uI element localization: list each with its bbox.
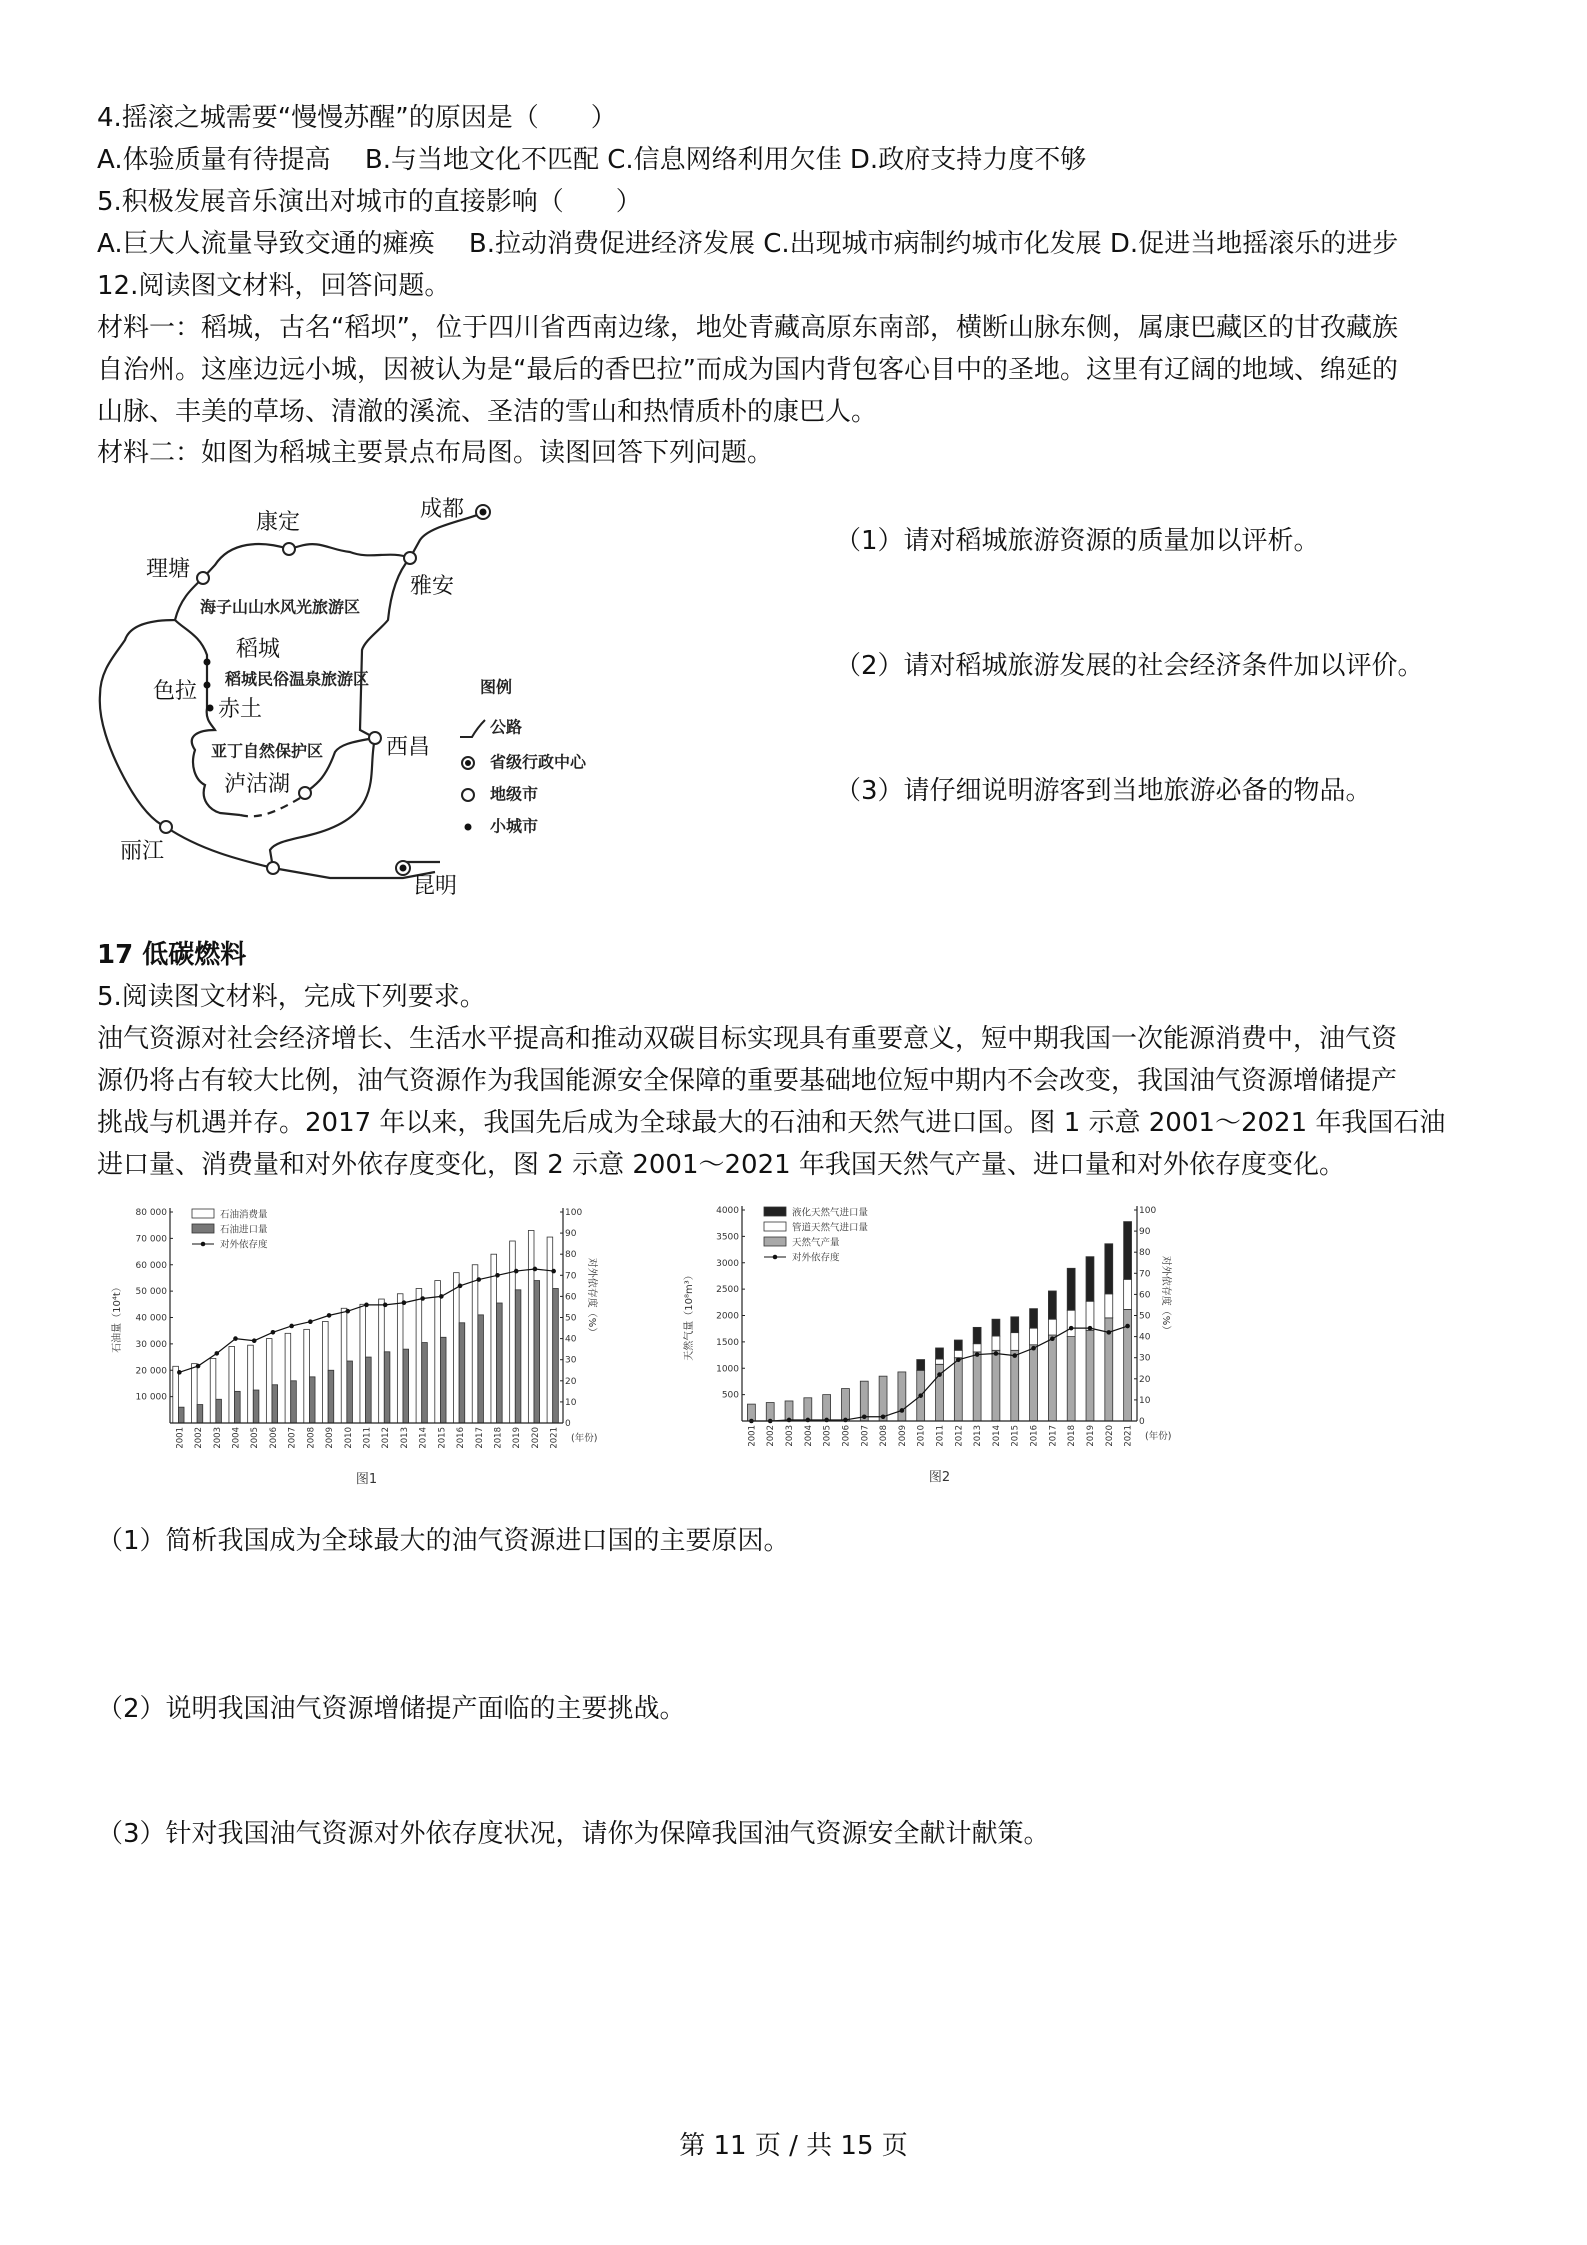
legend-road: 公路 — [490, 717, 523, 737]
small-city-marker — [204, 682, 211, 689]
prefecture-legend-icon — [462, 789, 474, 801]
bar — [954, 1340, 962, 1350]
chart-title: 图1 — [355, 1472, 378, 1487]
x-tick-label: 2001 — [747, 1425, 758, 1447]
material2: 材料二：如图为稻城主要景点布局图。读图回答下列问题。 — [97, 438, 774, 468]
bar — [1048, 1335, 1056, 1421]
legend-swatch — [764, 1207, 786, 1216]
dependence-point — [956, 1358, 961, 1363]
bar — [397, 1294, 403, 1423]
legend-label: 液化天然气进口量 — [792, 1207, 869, 1219]
city-label-lijiang: 丽江 — [119, 839, 165, 864]
y2-tick-label: 50 — [1139, 1311, 1151, 1322]
city-label-chengdu: 成都 — [419, 497, 465, 522]
bar — [178, 1407, 184, 1423]
y-tick-label: 3000 — [716, 1258, 739, 1269]
bar — [272, 1385, 278, 1423]
legend-label: 石油进口量 — [220, 1224, 268, 1236]
q12-question-3: （3）请仔细说明游客到当地旅游必备的物品。 — [835, 776, 1372, 806]
bar — [478, 1315, 484, 1423]
small-city-legend-icon — [465, 824, 472, 831]
dependence-point — [881, 1414, 886, 1419]
y-tick-label: 20 000 — [135, 1366, 167, 1377]
x-tick-label: 2006 — [841, 1425, 852, 1447]
bar — [1011, 1317, 1019, 1333]
y-tick-label: 1500 — [716, 1337, 739, 1348]
bar — [1030, 1328, 1038, 1345]
bar — [766, 1403, 774, 1421]
section-stem: 5.阅读图文材料，完成下列要求。 — [97, 982, 486, 1012]
bar — [1067, 1310, 1075, 1336]
bar — [1011, 1350, 1019, 1421]
city-label-yaan: 雅安 — [409, 574, 455, 599]
x-tick-label: 2002 — [194, 1427, 205, 1449]
daocheng-map — [90, 480, 670, 910]
bar — [384, 1352, 390, 1423]
area-label-minsu: 稻城民俗温泉旅游区 — [224, 669, 370, 689]
chart-title: 图2 — [928, 1470, 951, 1485]
dependence-point — [214, 1351, 219, 1356]
x-tick-label: 2012 — [381, 1427, 392, 1449]
s17-question-1: （1）简析我国成为全球最大的油气资源进口国的主要原因。 — [97, 1526, 790, 1556]
x-tick-label: 2014 — [991, 1425, 1002, 1447]
dependence-point — [937, 1372, 942, 1377]
bar — [898, 1372, 906, 1421]
x-tick-label: 2003 — [785, 1425, 796, 1447]
city-label-xichang: 西昌 — [385, 735, 431, 760]
bar — [936, 1359, 944, 1364]
legend-label: 对外依存度 — [220, 1239, 268, 1251]
prefecture-city-marker — [404, 552, 416, 564]
q12-question-2: （2）请对稻城旅游发展的社会经济条件加以评价。 — [835, 651, 1424, 681]
city-label-daocheng: 稻城 — [235, 637, 281, 662]
y2-tick-label: 60 — [1139, 1290, 1151, 1301]
y2-tick-label: 100 — [565, 1208, 583, 1218]
x-tick-label: 2021 — [549, 1427, 560, 1449]
dependence-point — [918, 1393, 923, 1398]
bar — [435, 1281, 441, 1423]
dependence-point — [177, 1370, 182, 1375]
x-tick-label: 2019 — [1085, 1425, 1096, 1447]
road-legend-icon — [460, 720, 485, 737]
legend-point-icon — [201, 1242, 206, 1247]
dependence-point — [551, 1269, 556, 1274]
bar — [510, 1241, 516, 1423]
bar — [229, 1347, 235, 1423]
city-label-sela: 色拉 — [152, 679, 198, 704]
legend-label: 对外依存度 — [792, 1252, 840, 1264]
bar — [416, 1288, 422, 1423]
dependence-point — [420, 1296, 425, 1301]
bar — [360, 1304, 366, 1423]
paragraph-line: 进口量、消费量和对外依存度变化，图 2 示意 2001～2021 年我国天然气产量、进口量和对外依存度变化。 — [97, 1150, 1345, 1180]
legend-swatch — [192, 1209, 214, 1218]
x-tick-label: 2012 — [954, 1425, 965, 1447]
dependence-point — [1012, 1353, 1017, 1358]
y2-tick-label: 0 — [565, 1419, 571, 1429]
paragraph-line: 源仍将占有较大比例，油气资源作为我国能源安全保障的重要基础地位短中期内不会改变，我国油气资源增储提产 — [97, 1066, 1398, 1096]
x-tick-label: 2011 — [362, 1427, 373, 1449]
bar — [173, 1366, 179, 1423]
bar — [403, 1349, 409, 1423]
q12-question-1: （1）请对稻城旅游资源的质量加以评析。 — [835, 526, 1320, 556]
bar — [1030, 1345, 1038, 1421]
x-tick-label: 2014 — [418, 1427, 429, 1449]
legend-label: 天然气产量 — [792, 1237, 840, 1249]
bar — [804, 1398, 812, 1421]
legend-label: 石油消费量 — [220, 1209, 268, 1221]
x-tick-label: 2005 — [822, 1425, 833, 1447]
area-label-haizishan: 海子山山水风光旅游区 — [199, 597, 361, 617]
bar — [515, 1290, 521, 1423]
dependence-point — [458, 1284, 463, 1289]
prefecture-city-marker — [299, 787, 311, 799]
y-tick-label: 40 000 — [135, 1313, 167, 1324]
y2-tick-label: 20 — [565, 1376, 577, 1387]
oil-chart — [100, 1200, 660, 1500]
bar — [197, 1405, 203, 1423]
city-label-kangding: 康定 — [255, 510, 301, 535]
x-axis-label: (年份) — [571, 1433, 598, 1444]
dependence-point — [345, 1309, 350, 1314]
y2-tick-label: 40 — [565, 1334, 577, 1345]
x-tick-label: 2016 — [456, 1427, 467, 1449]
x-tick-label: 2013 — [399, 1427, 410, 1449]
dependence-point — [1031, 1346, 1036, 1351]
bar — [553, 1288, 559, 1423]
map-legend — [460, 678, 587, 836]
bar — [248, 1345, 254, 1423]
y2-tick-label: 10 — [565, 1397, 577, 1408]
x-tick-label: 2007 — [860, 1425, 871, 1447]
dependence-point — [994, 1351, 999, 1356]
x-tick-label: 2016 — [1029, 1425, 1040, 1447]
dependence-point — [271, 1330, 276, 1335]
dependence-point — [364, 1303, 369, 1308]
bar — [1048, 1319, 1056, 1335]
bar — [379, 1299, 385, 1423]
bar — [534, 1281, 540, 1423]
bar — [1105, 1244, 1113, 1294]
y-tick-label: 2000 — [716, 1311, 739, 1322]
x-tick-label: 2009 — [897, 1425, 908, 1447]
y2-tick-label: 20 — [1139, 1374, 1151, 1385]
bar — [879, 1376, 887, 1421]
dependence-point — [196, 1364, 201, 1369]
paragraph-line: 油气资源对社会经济增长、生活水平提高和推动双碳目标实现具有重要意义，短中期我国一次能源消费中，油气资 — [97, 1024, 1398, 1054]
dependence-point — [1106, 1330, 1111, 1335]
bar — [328, 1370, 334, 1423]
y2-tick-label: 30 — [1139, 1353, 1151, 1364]
q4-options: A.体验质量有待提高 B.与当地文化不匹配 C.信息网络利用欠佳 D.政府支持力度不够 — [97, 145, 1087, 175]
x-tick-label: 2004 — [231, 1427, 242, 1449]
bar — [309, 1377, 315, 1423]
dependence-point — [1088, 1326, 1093, 1331]
bar — [1067, 1268, 1075, 1310]
bar — [491, 1254, 497, 1423]
prefecture-city-marker — [369, 732, 381, 744]
y-axis-label: 天然气量（10⁸m³） — [684, 1270, 695, 1361]
bar — [347, 1361, 353, 1423]
y-tick-label: 500 — [721, 1390, 739, 1401]
provincial-center-marker — [480, 509, 487, 516]
y-tick-label: 10 000 — [135, 1392, 167, 1403]
y-tick-label: 30 000 — [135, 1339, 167, 1350]
y2-tick-label: 30 — [565, 1355, 577, 1366]
y-tick-label: 4000 — [716, 1206, 739, 1216]
city-label-luguhu: 泸沽湖 — [223, 772, 291, 797]
x-tick-label: 2011 — [935, 1425, 946, 1447]
x-tick-label: 2006 — [268, 1427, 279, 1449]
bar — [954, 1358, 962, 1421]
x-tick-label: 2019 — [512, 1427, 523, 1449]
small-city-marker — [207, 705, 214, 712]
x-tick-label: 2017 — [1048, 1425, 1059, 1447]
bar — [366, 1357, 372, 1423]
q12-stem: 12.阅读图文材料，回答问题。 — [97, 271, 451, 301]
q4-stem: 4.摇滚之城需要“慢慢苏醒”的原因是（ ） — [97, 103, 617, 133]
x-tick-label: 2010 — [343, 1427, 354, 1449]
bar — [472, 1265, 478, 1423]
dependence-point — [1069, 1326, 1074, 1331]
s17-question-2: （2）说明我国油气资源增储提产面临的主要挑战。 — [97, 1694, 686, 1724]
y-tick-label: 2500 — [716, 1285, 739, 1296]
bar — [973, 1344, 981, 1352]
s17-question-3: （3）针对我国油气资源对外依存度状况，请你为保障我国油气资源安全献计献策。 — [97, 1819, 1050, 1849]
x-tick-label: 2008 — [879, 1425, 890, 1447]
bar — [842, 1389, 850, 1421]
x-tick-label: 2008 — [306, 1427, 317, 1449]
y2-tick-label: 90 — [565, 1229, 577, 1240]
dependence-point — [233, 1336, 238, 1341]
bar — [235, 1391, 241, 1423]
q5-options: A.巨大人流量导致交通的瘫痪 B.拉动消费促进经济发展 C.出现城市病制约城市化发展 D.促进当地摇滚乐的进步 — [97, 229, 1399, 259]
bar — [422, 1343, 428, 1423]
legend-label: 管道天然气进口量 — [792, 1222, 869, 1234]
bar — [216, 1399, 222, 1423]
y2-tick-label: 90 — [1139, 1227, 1151, 1238]
y2-tick-label: 10 — [1139, 1395, 1151, 1406]
dependence-point — [289, 1324, 294, 1329]
bar — [747, 1404, 755, 1421]
y-axis-label: 石油量（10⁴t） — [112, 1282, 123, 1353]
legend-title: 图例 — [480, 677, 513, 697]
x-tick-label: 2002 — [766, 1425, 777, 1447]
dependence-point — [252, 1338, 257, 1343]
x-axis-label: (年份) — [1145, 1431, 1172, 1442]
provincial-center-marker — [400, 865, 407, 872]
y2-tick-label: 40 — [1139, 1332, 1151, 1343]
y2-tick-label: 70 — [565, 1271, 577, 1282]
y2-tick-label: 100 — [1139, 1206, 1157, 1216]
bar — [266, 1339, 272, 1423]
x-tick-label: 2018 — [493, 1427, 504, 1449]
bar — [528, 1230, 534, 1423]
x-tick-label: 2013 — [973, 1425, 984, 1447]
dependence-point — [327, 1313, 332, 1318]
small-city-marker — [204, 659, 211, 666]
legend-small: 小城市 — [490, 816, 539, 836]
material1-line: 山脉、丰美的草场、清澈的溪流、圣洁的雪山和热情质朴的康巴人。 — [97, 397, 878, 427]
prefecture-city-marker — [197, 572, 209, 584]
bar — [1048, 1291, 1056, 1319]
dependence-point — [1050, 1336, 1055, 1341]
page-footer: 第 11 页 / 共 15 页 — [679, 2131, 908, 2161]
bar — [973, 1327, 981, 1343]
bar — [341, 1308, 347, 1423]
gas-chart — [684, 1200, 1250, 1500]
legend-provincial: 省级行政中心 — [490, 752, 587, 772]
area-label-yading: 亚丁自然保护区 — [210, 741, 324, 761]
y2-axis-label: 对外依存度（%） — [1160, 1255, 1171, 1336]
x-tick-label: 2004 — [803, 1425, 814, 1447]
bar — [1086, 1257, 1094, 1302]
y2-tick-label: 60 — [565, 1292, 577, 1303]
y-tick-label: 3500 — [716, 1232, 739, 1243]
dependence-point — [514, 1269, 519, 1274]
city-label-chitu: 赤土 — [217, 697, 263, 722]
legend-prefecture: 地级市 — [490, 784, 539, 804]
q5-stem: 5.积极发展音乐演出对城市的直接影响（ ） — [97, 187, 642, 217]
bar — [547, 1237, 553, 1423]
bar — [1105, 1294, 1113, 1318]
x-tick-label: 2017 — [474, 1427, 485, 1449]
bar — [253, 1390, 259, 1423]
x-tick-label: 2005 — [250, 1427, 261, 1449]
bar — [454, 1273, 460, 1423]
bar — [323, 1321, 329, 1423]
city-markers — [160, 505, 490, 875]
bar — [992, 1319, 1000, 1336]
bar — [1011, 1333, 1019, 1351]
x-tick-label: 2003 — [212, 1427, 223, 1449]
y2-tick-label: 80 — [1139, 1248, 1151, 1259]
y-tick-label: 80 000 — [135, 1208, 167, 1218]
dependence-point — [862, 1414, 867, 1419]
dependence-point — [308, 1319, 313, 1324]
bar — [291, 1381, 297, 1423]
bar — [992, 1336, 1000, 1350]
dependence-point — [1125, 1324, 1130, 1329]
bar — [823, 1395, 831, 1421]
bar — [497, 1303, 503, 1423]
paragraph-line: 挑战与机遇并存。2017 年以来，我国先后成为全球最大的石油和天然气进口国。图 1 示意 2001～2021 年我国石油 — [97, 1108, 1446, 1138]
bar — [210, 1358, 216, 1423]
legend-swatch — [764, 1237, 786, 1246]
x-tick-label: 2009 — [325, 1427, 336, 1449]
dependence-point — [533, 1267, 538, 1272]
material1-line: 材料一：稻城，古名“稻坝”，位于四川省西南边缘，地处青藏高原东南部，横断山脉东侧，属康巴藏区的甘孜藏族 — [97, 313, 1398, 343]
legend-point-icon — [773, 1255, 778, 1260]
dependence-point — [402, 1300, 407, 1305]
y-tick-label: 1000 — [716, 1364, 739, 1375]
bar — [192, 1364, 198, 1423]
bar — [917, 1360, 925, 1371]
prefecture-city-marker — [283, 543, 295, 555]
x-tick-label: 2015 — [437, 1427, 448, 1449]
bar — [1124, 1279, 1132, 1309]
bar — [992, 1350, 1000, 1421]
dependence-point — [476, 1277, 481, 1282]
bar — [459, 1323, 465, 1423]
x-tick-label: 2021 — [1123, 1425, 1134, 1447]
legend-swatch — [764, 1222, 786, 1231]
dependence-point — [975, 1352, 980, 1357]
prefecture-city-marker — [267, 862, 279, 874]
bar — [285, 1333, 291, 1423]
y-tick-label: 70 000 — [135, 1234, 167, 1245]
bar — [304, 1329, 310, 1423]
bar — [1086, 1330, 1094, 1421]
material1-line: 自治州。这座边远小城，因被认为是“最后的香巴拉”而成为国内背包客心目中的圣地。这里有辽阔的地域、绵延的 — [97, 355, 1398, 385]
city-label-kunming: 昆明 — [412, 874, 458, 899]
bar — [954, 1350, 962, 1357]
y-tick-label: 60 000 — [135, 1260, 167, 1271]
x-tick-label: 2015 — [1010, 1425, 1021, 1447]
bar — [1124, 1222, 1132, 1280]
dependence-point — [383, 1303, 388, 1308]
dependence-point — [495, 1273, 500, 1278]
y-tick-label: 50 000 — [135, 1287, 167, 1298]
x-tick-label: 2007 — [287, 1427, 298, 1449]
bar — [1067, 1337, 1075, 1421]
x-tick-label: 2020 — [530, 1427, 541, 1449]
city-label-litang: 理塘 — [145, 557, 191, 582]
dependence-point — [900, 1408, 905, 1413]
y2-tick-label: 0 — [1139, 1417, 1145, 1427]
bar — [1030, 1309, 1038, 1329]
y2-tick-label: 70 — [1139, 1269, 1151, 1280]
dependence-point — [439, 1294, 444, 1299]
y2-axis-label: 对外依存度（%） — [586, 1257, 597, 1338]
prefecture-city-marker — [160, 821, 172, 833]
x-tick-label: 2010 — [916, 1425, 927, 1447]
x-tick-label: 2001 — [175, 1427, 186, 1449]
bar — [440, 1337, 446, 1423]
bar — [936, 1348, 944, 1359]
section-title: 17 低碳燃料 — [97, 940, 247, 970]
legend-swatch — [192, 1224, 214, 1233]
y2-tick-label: 80 — [565, 1250, 577, 1261]
x-tick-label: 2018 — [1067, 1425, 1078, 1447]
x-tick-label: 2020 — [1104, 1425, 1115, 1447]
bar — [973, 1352, 981, 1421]
y2-tick-label: 50 — [565, 1313, 577, 1324]
